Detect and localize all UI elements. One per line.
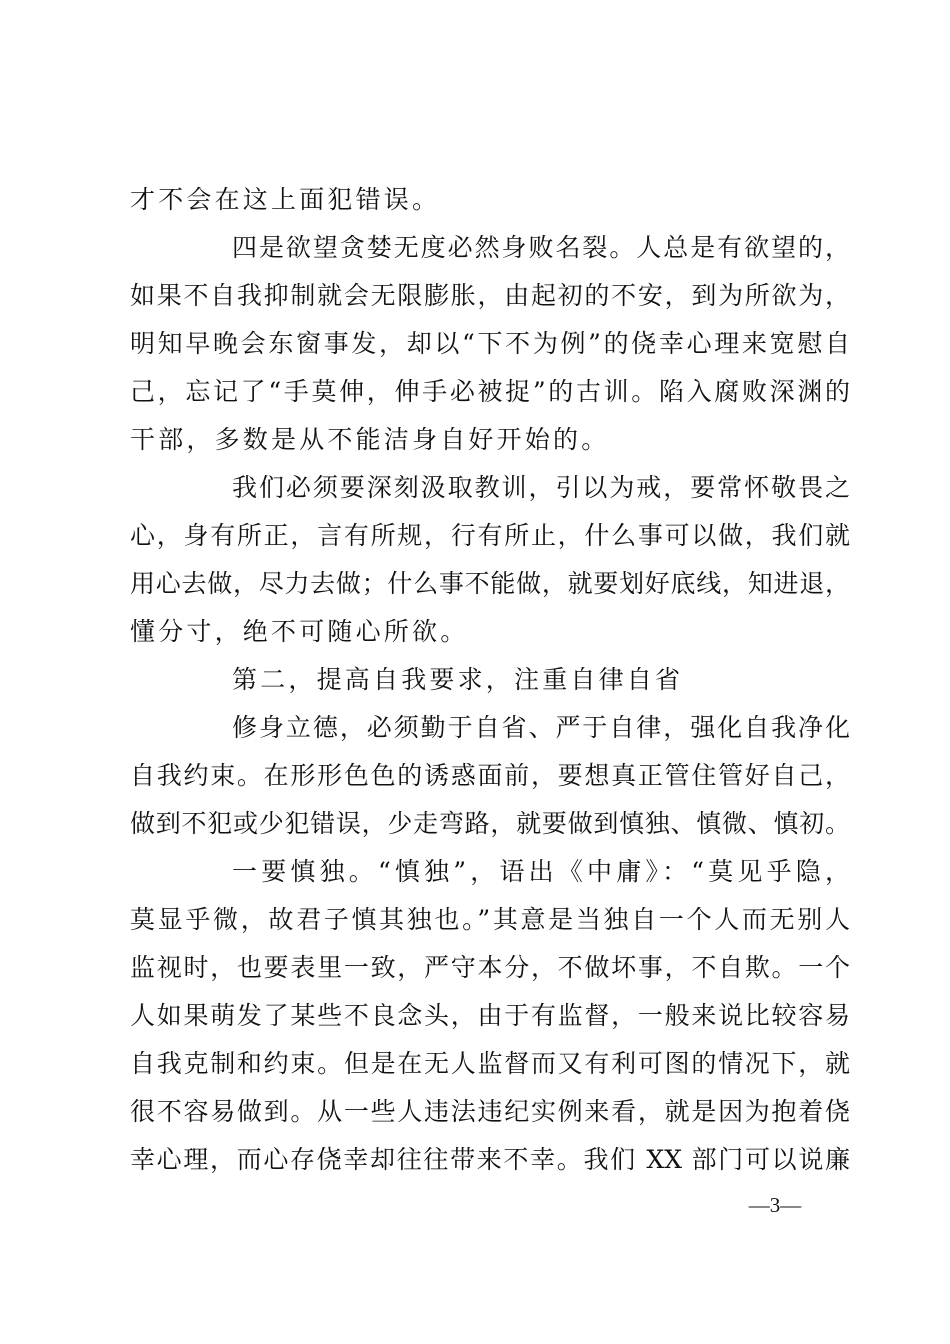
text-line: 才不会在这上面犯错误。 bbox=[130, 185, 441, 214]
text-line: 人如果萌发了某些不良念头，由于有监督，一般来说比较容易 bbox=[130, 1001, 850, 1030]
text-line: 很不容易做到。从一些人违法违纪实例来看，就是因为抱着侥 bbox=[130, 1097, 850, 1126]
paragraph-first-line: 我们必须要深刻汲取教训，引以为戒，要常怀敬畏之 bbox=[232, 473, 850, 502]
text-line: 干部，多数是从不能洁身自好开始的。 bbox=[130, 425, 610, 454]
text-line: 己，忘记了“手莫伸，伸手必被捉”的古训。陷入腐败深渊的 bbox=[130, 377, 850, 406]
text-line: 自我约束。在形形色色的诱惑面前，要想真正管住管好自己， bbox=[130, 761, 850, 790]
text-line: 做到不犯或少犯错误，少走弯路，就要做到慎独、慎微、慎初。 bbox=[130, 809, 850, 838]
text-line: 自我克制和约束。但是在无人监督而又有利可图的情况下，就 bbox=[130, 1049, 850, 1078]
page-number: —3— bbox=[748, 1193, 802, 1217]
section-heading: 第二，提高自我要求，注重自律自省 bbox=[232, 665, 684, 694]
text-line: 懂分寸，绝不可随心所欲。 bbox=[130, 617, 469, 646]
text-line: 幸心理，而心存侥幸却往往带来不幸。我们 XX 部门可以说廉 bbox=[130, 1145, 850, 1174]
text-line: 如果不自我抑制就会无限膨胀，由起初的不安，到为所欲为， bbox=[130, 281, 850, 310]
text-line: 监视时，也要表里一致，严守本分，不做坏事，不自欺。一个 bbox=[130, 953, 850, 982]
text-line: 莫显乎微，故君子慎其独也。”其意是当独自一个人而无别人 bbox=[130, 905, 850, 934]
text-line: 心，身有所正，言有所规，行有所止，什么事可以做，我们就 bbox=[130, 521, 850, 550]
text-line: 明知早晚会东窗事发，却以“下不为例”的侥幸心理来宽慰自 bbox=[130, 329, 850, 358]
paragraph-first-line: 修身立德，必须勤于自省、严于自律，强化自我净化 bbox=[232, 713, 850, 742]
paragraph-first-line: 四是欲望贪婪无度必然身败名裂。人总是有欲望的， bbox=[232, 233, 850, 262]
paragraph-first-line: 一要慎独。“慎独”，语出《中庸》：“莫见乎隐， bbox=[232, 857, 850, 886]
text-line: 用心去做，尽力去做；什么事不能做，就要划好底线，知进退， bbox=[130, 569, 850, 598]
